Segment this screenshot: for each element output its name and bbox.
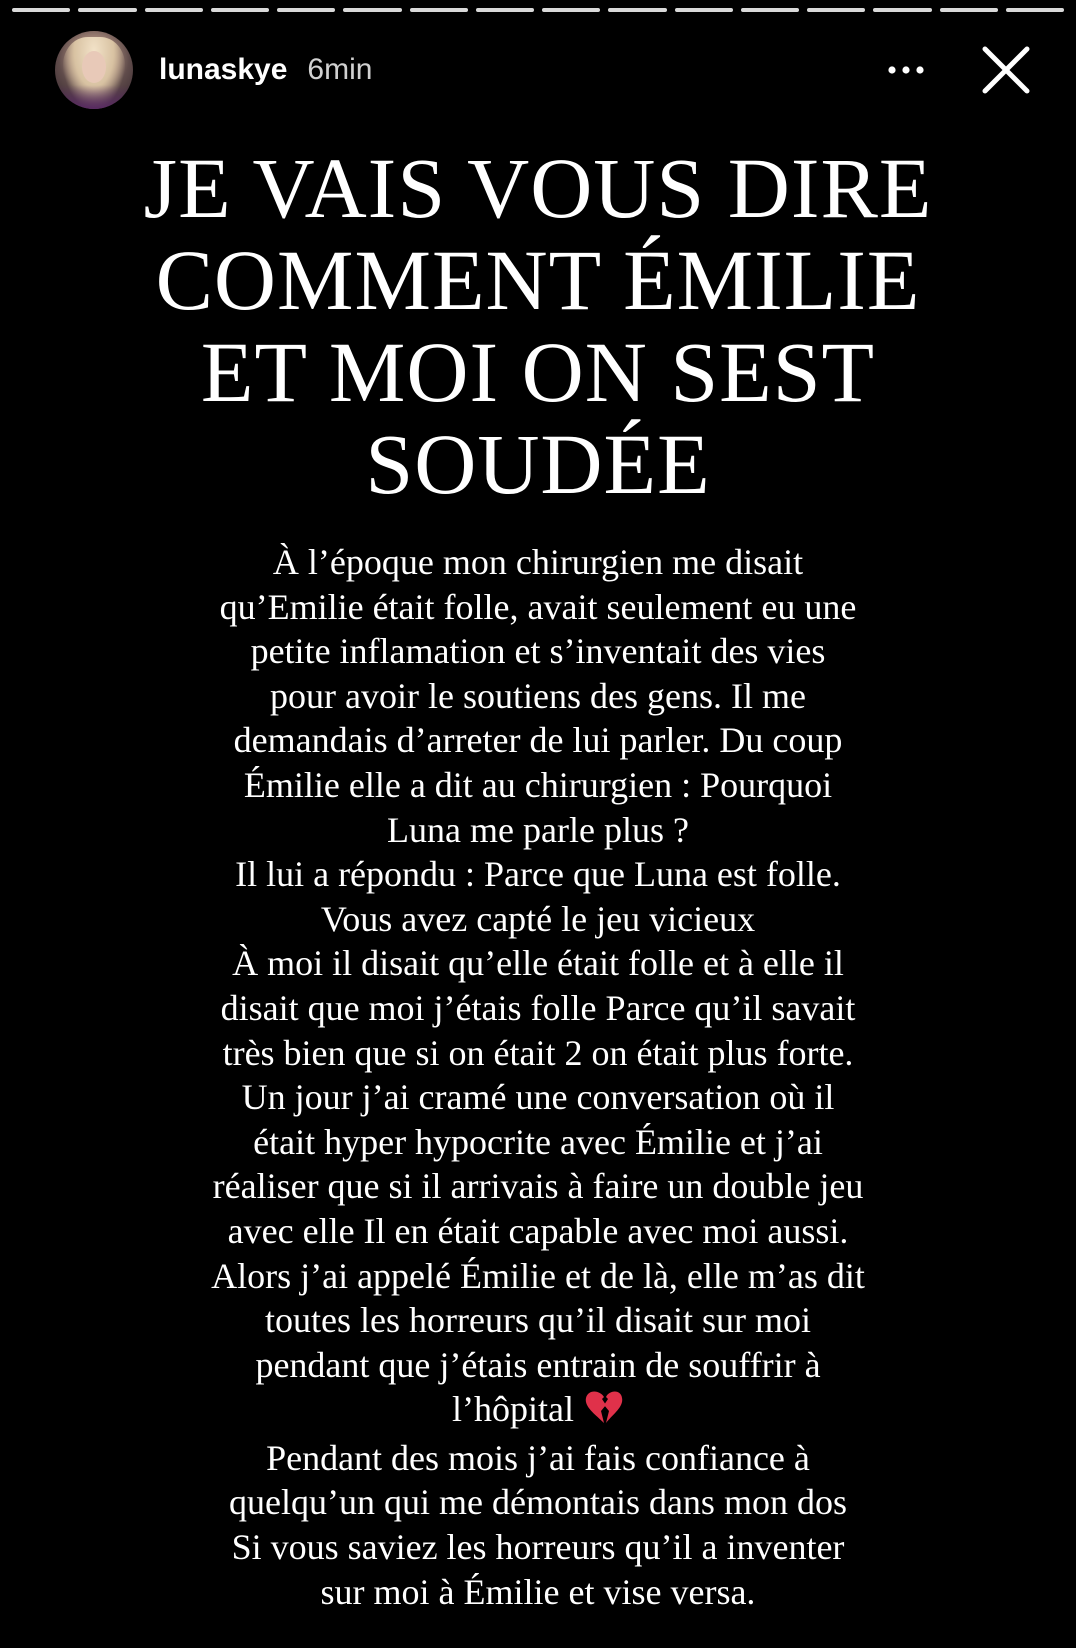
body-line-with-emoji <box>60 1387 1016 1436</box>
body-line: Luna me parle plus ? <box>387 809 689 850</box>
body-line: À moi il disait qu’elle était folle et à elle il <box>232 943 844 984</box>
progress-segment <box>741 8 799 12</box>
progress-segment <box>542 8 600 12</box>
progress-segment <box>12 8 70 12</box>
body-line: petite inflamation et s’inventait des vies <box>250 631 826 672</box>
username[interactable]: lunaskye <box>159 53 288 86</box>
body-line: était hyper hypocrite avec Émilie et j’ai <box>253 1121 823 1162</box>
progress-segment <box>807 8 865 12</box>
progress-segment <box>277 8 335 12</box>
more-horizontal-icon <box>886 65 926 75</box>
progress-segment <box>476 8 534 12</box>
broken-heart-icon <box>584 1389 624 1436</box>
body-line: l’hôpital <box>452 1389 574 1430</box>
story-body-text <box>60 540 1016 1614</box>
avatar[interactable] <box>55 31 133 109</box>
body-line: pour avoir le soutiens des gens. Il me <box>270 675 806 716</box>
more-options-button[interactable] <box>881 52 931 88</box>
progress-segment <box>1006 8 1064 12</box>
body-line: demandais d’arreter de lui parler. Du coup <box>233 720 843 761</box>
close-icon <box>981 45 1031 95</box>
progress-segment <box>940 8 998 12</box>
body-line: toutes les horreurs qu’il disait sur moi <box>265 1300 811 1341</box>
progress-segment <box>343 8 401 12</box>
body-line: quelqu’un qui me démontais dans mon dos <box>229 1482 847 1523</box>
body-line: sur moi à Émilie et vise versa. <box>320 1571 756 1612</box>
body-line: avec elle Il en était capable avec moi aussi. <box>227 1210 849 1251</box>
title-line: SOUDÉE <box>365 416 711 512</box>
progress-segment <box>145 8 203 12</box>
progress-segment <box>873 8 931 12</box>
title-line: JE VAIS VOUS DIRE <box>143 140 933 236</box>
body-line: Si vous saviez les horreurs qu’il a inventer <box>231 1527 845 1568</box>
post-time: 6min <box>307 53 373 86</box>
body-line: disait que moi j’étais folle Parce qu’il savait <box>220 987 856 1028</box>
body-line: très bien que si on était 2 on était plus forte. <box>222 1032 854 1073</box>
title-line: COMMENT ÉMILIE <box>155 232 921 328</box>
body-line: qu’Emilie était folle, avait seulement eu une <box>219 586 857 627</box>
body-line: Vous avez capté le jeu vicieux <box>320 898 756 939</box>
body-line: Il lui a répondu : Parce que Luna est folle. <box>235 854 841 895</box>
close-button[interactable] <box>966 30 1046 110</box>
body-line: pendant que j’étais entrain de souffrir à <box>255 1344 821 1385</box>
body-line: Émilie elle a dit au chirurgien : Pourquoi <box>243 764 833 805</box>
story-progress-bar <box>12 8 1064 12</box>
body-line: réaliser que si il arrivais à faire un double jeu <box>212 1166 864 1207</box>
progress-segment <box>608 8 666 12</box>
progress-segment <box>211 8 269 12</box>
progress-segment <box>675 8 733 12</box>
progress-segment <box>78 8 136 12</box>
body-line: À l’époque mon chirurgien me disait <box>272 542 804 582</box>
body-line: Un jour j’ai cramé une conversation où il <box>241 1077 835 1118</box>
body-line: Alors j’ai appelé Émilie et de là, elle m’as dit <box>211 1255 865 1296</box>
story-header <box>55 30 1046 110</box>
progress-segment <box>410 8 468 12</box>
story-title <box>60 142 1016 510</box>
body-line: Pendant des mois j’ai fais confiance à <box>266 1437 810 1478</box>
title-line: ET MOI ON SEST <box>200 324 876 420</box>
